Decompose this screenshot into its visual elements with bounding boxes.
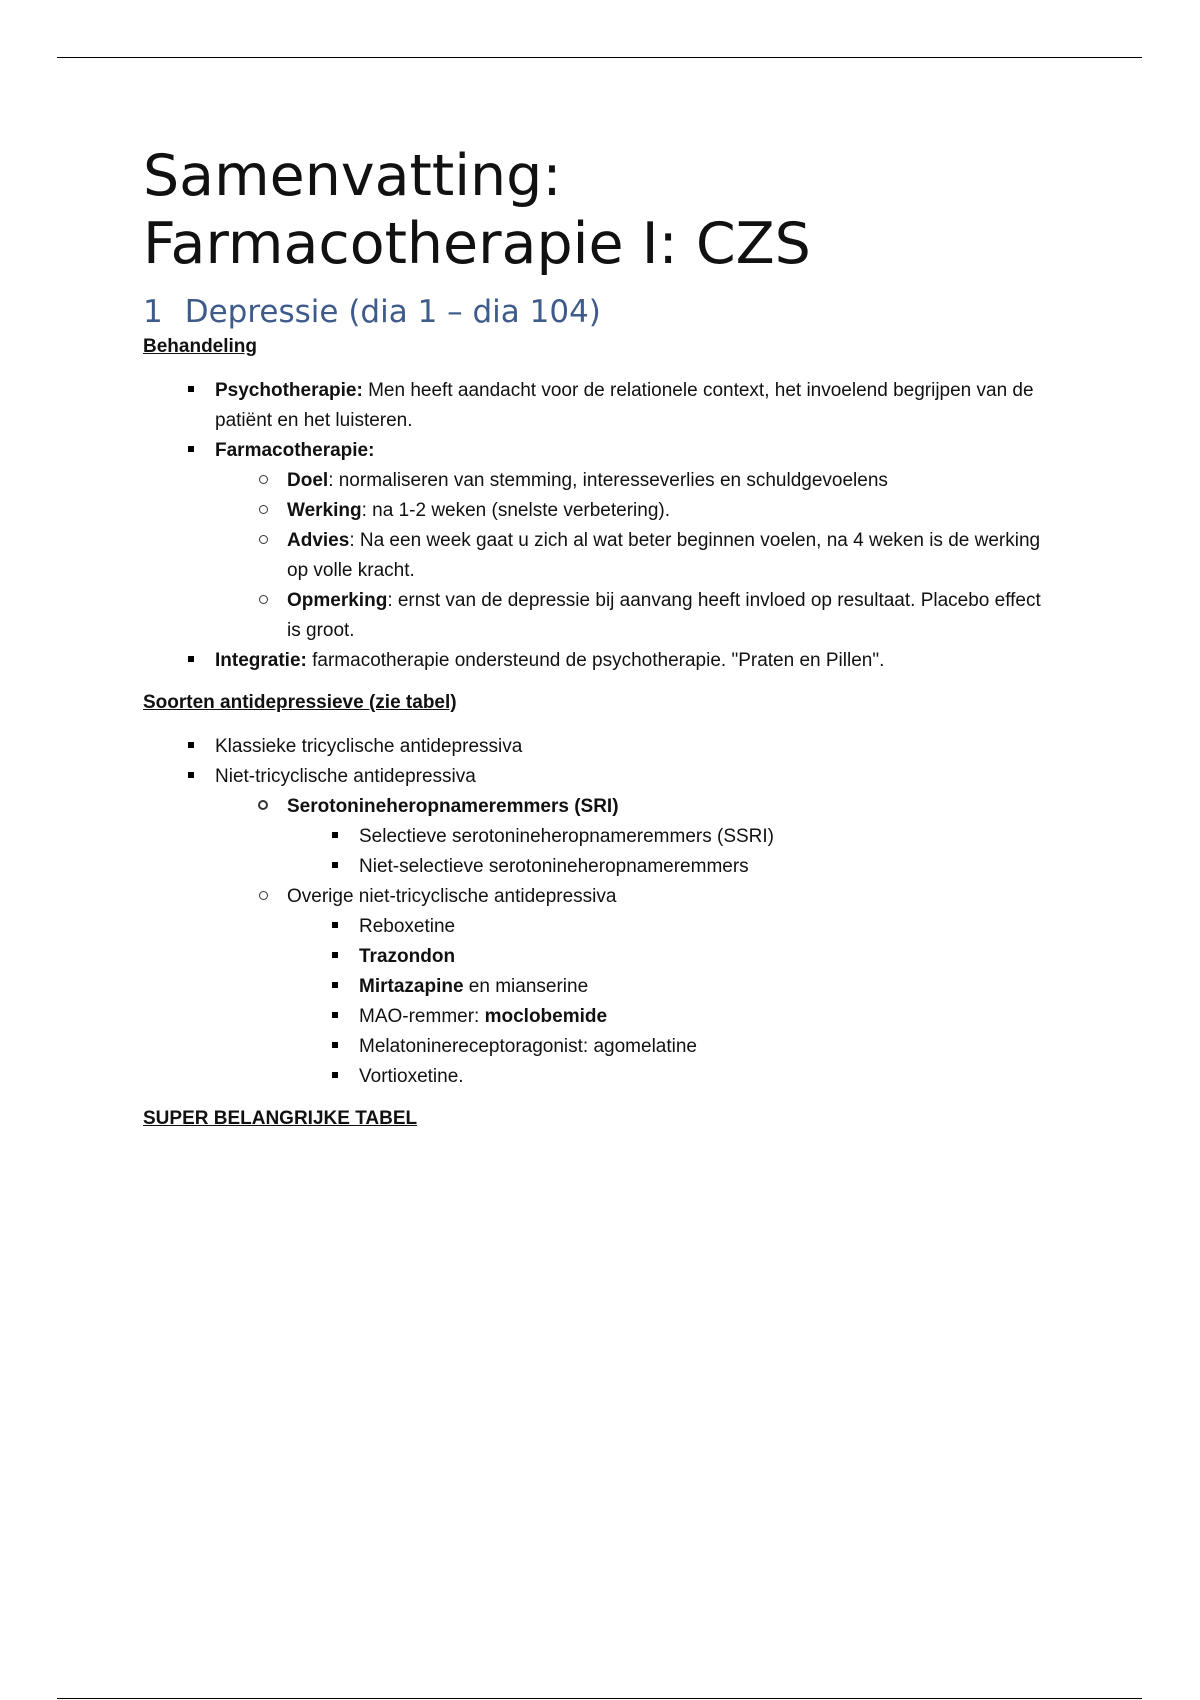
square-bullet-icon (181, 376, 201, 406)
list-item-vortioxetine (287, 1062, 1043, 1092)
item-term: moclobemide (484, 1006, 608, 1027)
item-term: Mirtazapine (359, 976, 464, 997)
item-term: Integratie: (215, 650, 307, 671)
list-item-farmacotherapie (143, 436, 1043, 646)
list-item-mao-remmer (287, 1002, 1043, 1032)
farmacotherapie-sublist (215, 466, 1043, 646)
niet-tricyclische-sublist (215, 792, 1043, 1092)
circle-bullet-icon (253, 792, 273, 822)
list-item-psychotherapie (143, 376, 1043, 436)
item-term: Psychotherapie: (215, 380, 363, 401)
page-bottom-rule (57, 1698, 1142, 1699)
behandeling-list (143, 376, 1043, 676)
list-item-niet-tricyclische (143, 762, 1043, 1092)
square-bullet-icon (325, 1002, 345, 1032)
item-text: Serotonineheropnameremmers (SRI) (287, 796, 619, 817)
item-text: Klassieke tricyclische antidepressiva (215, 736, 523, 757)
list-item-advies (215, 526, 1043, 586)
item-text: : na 1-2 weken (snelste verbetering). (361, 500, 670, 521)
item-text: Niet-tricyclische antidepressiva (215, 766, 476, 787)
square-bullet-icon (325, 1062, 345, 1092)
item-text: Overige niet-tricyclische antidepressiva (287, 886, 617, 907)
square-bullet-icon (181, 646, 201, 676)
item-term: Opmerking (287, 590, 388, 611)
document-title: Samenvatting: Farmacotherapie I: CZS (143, 143, 811, 277)
item-term: Advies (287, 530, 350, 551)
list-item-niet-selectieve (287, 852, 1043, 882)
section-number: 1 (143, 294, 163, 330)
section-title: Depressie (dia 1 – dia 104) (184, 294, 601, 330)
circle-bullet-icon (253, 526, 273, 556)
square-bullet-icon (325, 942, 345, 972)
item-text: Selectieve serotonineheropnameremmers (SSRI) (359, 826, 775, 847)
table-heading: SUPER BELANGRIJKE TABEL (143, 1108, 418, 1129)
list-item-ssri (287, 822, 1043, 852)
square-bullet-icon (325, 822, 345, 852)
overige-sublist (287, 912, 1043, 1092)
item-term: Farmacotherapie: (215, 440, 375, 461)
list-item-opmerking (215, 586, 1043, 646)
list-item-overige (215, 882, 1043, 1092)
item-text: : normaliseren van stemming, interesseverlies en schuldgevoelens (328, 470, 888, 491)
page-top-rule (57, 57, 1142, 58)
circle-bullet-icon (253, 496, 273, 526)
soorten-heading: Soorten antidepressieve (zie tabel) (143, 692, 457, 713)
list-item-doel (215, 466, 1043, 496)
item-text: Niet-selectieve serotonineheropnameremmers (359, 856, 749, 877)
list-item-mirtazapine (287, 972, 1043, 1002)
circle-bullet-icon (253, 882, 273, 912)
item-text: Men heeft aandacht voor de relationele context, het invoelend begrijpen van de patiënt en het luisteren. (215, 380, 1034, 431)
item-text: Vortioxetine. (359, 1066, 464, 1087)
item-text: Reboxetine (359, 916, 456, 937)
item-text: en mianserine (463, 976, 589, 997)
item-term: Werking (287, 500, 362, 521)
item-text: Melatoninereceptoragonist: agomelatine (359, 1036, 697, 1057)
document-body (143, 142, 1043, 1132)
list-item-integratie (143, 646, 1043, 676)
list-item-werking (215, 496, 1043, 526)
list-item-reboxetine (287, 912, 1043, 942)
behandeling-heading: Behandeling (143, 336, 258, 357)
list-item-melatonine (287, 1032, 1043, 1062)
section-heading (143, 294, 1043, 330)
item-text: farmacotherapie ondersteund de psychotherapie. "Praten en Pillen". (306, 650, 885, 671)
square-bullet-icon (181, 732, 201, 762)
item-term: Doel (287, 470, 329, 491)
circle-bullet-icon (253, 586, 273, 616)
item-text: Trazondon (359, 946, 456, 967)
item-text: : ernst van de depressie bij aanvang heeft invloed op resultaat. Placebo effect is groot. (287, 590, 1041, 641)
item-text: : Na een week gaat u zich al wat beter beginnen voelen, na 4 weken is de werking op volle kracht. (287, 530, 1041, 581)
circle-bullet-icon (253, 466, 273, 496)
square-bullet-icon (325, 852, 345, 882)
square-bullet-icon (181, 762, 201, 792)
list-item-trazondon (287, 942, 1043, 972)
square-bullet-icon (325, 1032, 345, 1062)
soorten-list (143, 732, 1043, 1092)
list-item-sri (215, 792, 1043, 882)
sri-sublist (287, 822, 1043, 882)
item-text: MAO-remmer: (359, 1006, 485, 1027)
square-bullet-icon (181, 436, 201, 466)
square-bullet-icon (325, 912, 345, 942)
square-bullet-icon (325, 972, 345, 1002)
list-item-klassieke (143, 732, 1043, 762)
